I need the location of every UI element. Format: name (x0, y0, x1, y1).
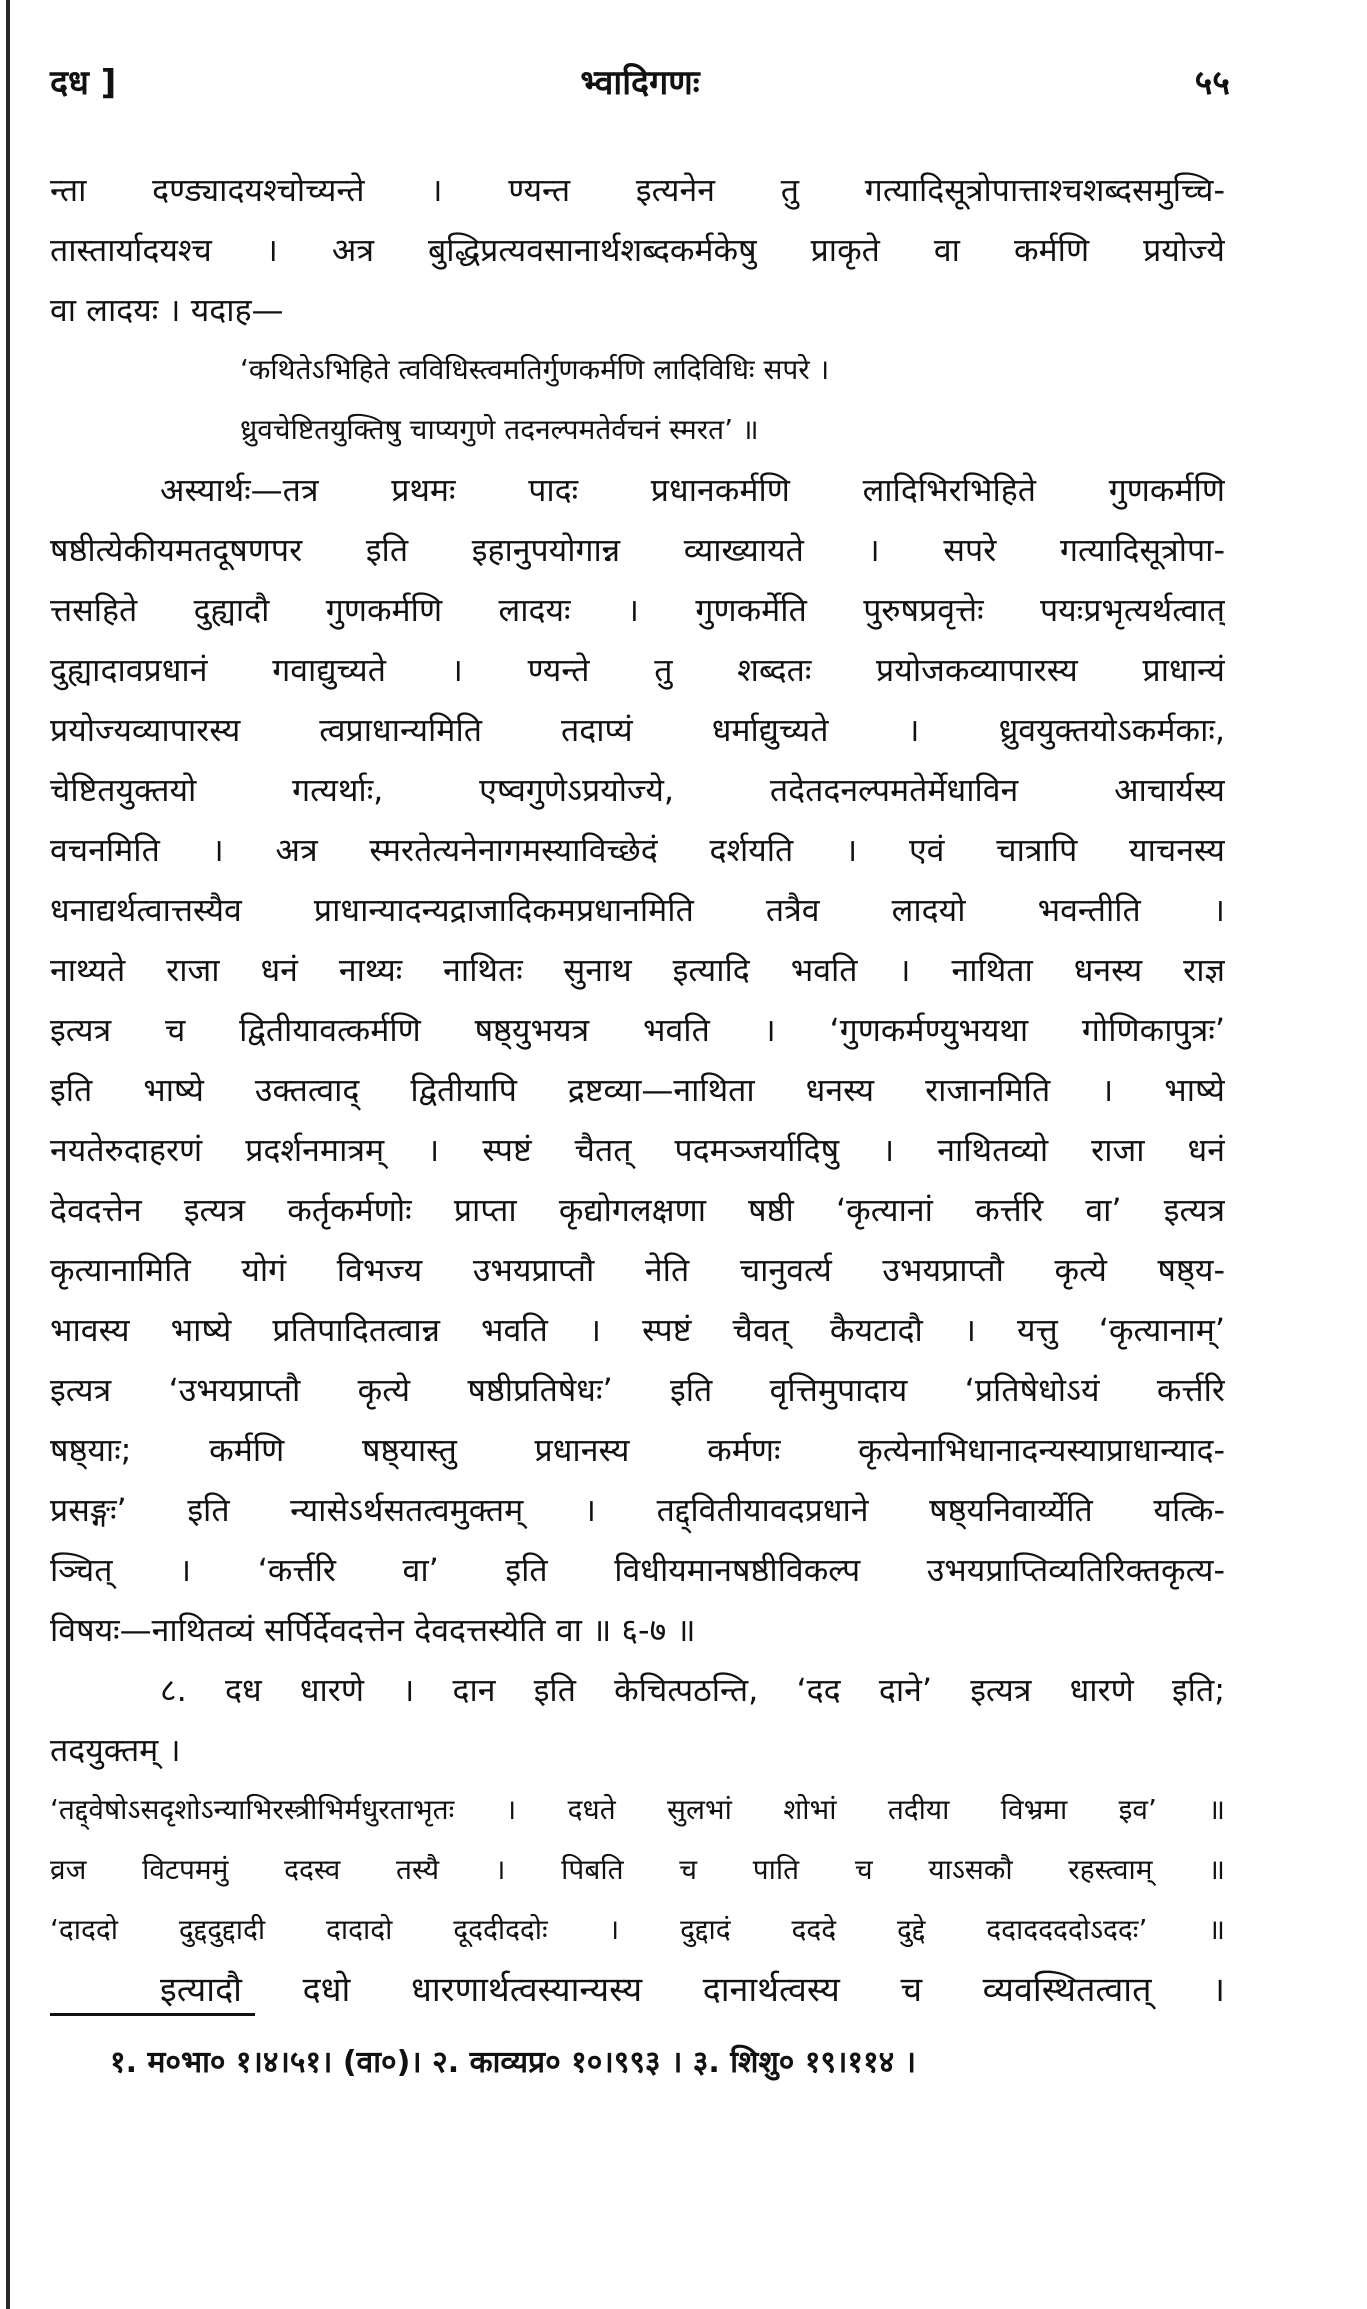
text-line: त्तसहिते दुह्यादौ गुणकर्मणि लादयः । गुणकर्मेति पुरुषप्रवृत्तेः पयःप्रभृत्यर्थत्वात् (50, 591, 1225, 629)
main-text (50, 160, 1225, 2020)
verse-line: ‘कथितेऽभिहिते त्वविधिस्त्वमतिर्गुणकर्मणि लादिविधिः सपरे । (240, 353, 830, 386)
text-line: धनाद्यर्थत्वात्तस्यैव प्राधान्यादन्यद्राजादिकमप्रधानमिति तत्रैव लादयो भवन्तीति । (50, 891, 1225, 929)
footnote: १. म०भा० १।४।५१। (वा०)। २. काव्यप्र० १०।९९३ । ३. शिशु० १९।११४ । (110, 2045, 917, 2080)
text-line: इत्यत्र ‘उभयप्राप्तौ कृत्ये षष्ठीप्रतिषेधः’ इति वृत्तिमुपादाय ‘प्रतिषेधोऽयं कर्त्तरि (50, 1371, 1225, 1409)
text-line: कृत्यानामिति योगं विभज्य उभयप्राप्तौ नेति चानुवर्त्य उभयप्राप्तौ कृत्ये षष्ठ्य- (50, 1251, 1225, 1289)
running-header (50, 58, 1230, 118)
verse-line: ध्रुवचेष्टितयुक्तिषु चाप्यगुणे तदनल्पमतेर्वचनं स्मरत’ ॥ (240, 413, 759, 446)
text-line: ८. दध धारणे । दान इति केचित्पठन्ति, ‘दद दाने’ इत्यत्र धारणे इति; (160, 1671, 1225, 1709)
text-line: दुह्यादावप्रधानं गवाद्युच्यते । ण्यन्ते तु शब्दतः प्रयोजकव्यापारस्य प्राधान्यं (50, 651, 1225, 689)
verse-line: ‘तद्द्वेषोऽसदृशोऽन्याभिरस्त्रीभिर्मधुरताभृतः । दधते सुलभां शोभां तदीया विभ्रमा इव’ ॥ (50, 1793, 1225, 1826)
text-line: तदयुक्तम् । (50, 1731, 181, 1769)
text-line: ञ्चित् । ‘कर्त्तरि वा’ इति विधीयमानषष्ठीविकल्प उभयप्राप्तिव्यतिरिक्तकृत्य- (50, 1551, 1225, 1589)
page-number: ५५ (1194, 63, 1230, 103)
text-line: तास्तार्यादयश्च । अत्र बुद्धिप्रत्यवसानार्थशब्दकर्मकेषु प्राकृते वा कर्मणि प्रयोज्ये (50, 231, 1225, 269)
footnote-rule (50, 2013, 255, 2016)
text-line: नाथ्यते राजा धनं नाथ्यः नाथितः सुनाथ इत्यादि भवति । नाथिता धनस्य राज्ञ (50, 951, 1225, 989)
text-line: देवदत्तेन इत्यत्र कर्तृकर्मणोः प्राप्ता कृद्योगलक्षणा षष्ठी ‘कृत्यानां कर्त्तरि वा’ इत्यत्र (50, 1191, 1225, 1229)
text-line: षष्ठ्याः; कर्मणि षष्ठ्यास्तु प्रधानस्य कर्मणः कृत्येनाभिधानादन्यस्याप्राधान्याद- (50, 1431, 1225, 1469)
text-line: इत्यादौ दधो धारणार्थत्वस्यान्यस्य दानार्थत्वस्य च व्यवस्थितत्वात् । (160, 1970, 1225, 2010)
text-line: इति भाष्ये उक्तत्वाद् द्वितीयापि द्रष्टव्या—नाथिता धनस्य राजानमिति । भाष्ये (50, 1071, 1225, 1109)
text-line: अस्यार्थः—तत्र प्रथमः पादः प्रधानकर्मणि लादिभिरभिहिते गुणकर्मणि (160, 471, 1225, 509)
page-edge-rule (6, 0, 10, 2309)
text-line: प्रसङ्गः’ इति न्यासेऽर्थसतत्वमुक्तम् । तद्द्वितीयावदप्रधाने षष्ठ्यनिवार्य्येति यत्कि- (50, 1491, 1225, 1529)
text-line: विषयः—नाथितव्यं सर्पिर्देवदत्तेन देवदत्तस्येति वा ॥ ६-७ ॥ (50, 1611, 696, 1649)
text-line: भावस्य भाष्ये प्रतिपादितत्वान्न भवति । स्पष्टं चैवत् कैयटादौ । यत्तु ‘कृत्यानाम्’ (50, 1311, 1225, 1349)
text-line: वा लादयः । यदाह— (50, 291, 284, 329)
text-line: प्रयोज्यव्यापारस्य त्वप्राधान्यमिति तदाप्यं धर्माद्युच्यते । ध्रुवयुक्तयोऽकर्मकाः, (50, 711, 1225, 749)
text-line: चेष्टितयुक्तयो गत्यर्थाः, एष्वगुणेऽप्रयोज्ये, तदेतदनल्पमतेर्मेधाविन आचार्यस्य (50, 771, 1225, 809)
text-line: न्ता दण्ड्यादयश्चोच्यन्ते । ण्यन्त इत्यनेन तु गत्यादिसूत्रोपात्ताश्चशब्दसमुच्चि- (50, 171, 1225, 209)
text-line: वचनमिति । अत्र स्मरतेत्यनेनागमस्याविच्छेदं दर्शयति । एवं चात्रापि याचनस्य (50, 831, 1225, 869)
text-line: नयतेरुदाहरणं प्रदर्शनमात्रम् । स्पष्टं चैतत् पदमञ्जर्यादिषु । नाथितव्यो राजा धनं (50, 1131, 1225, 1169)
header-title: भ्वादिगणः (580, 63, 700, 103)
verse-line: ‘दाददो दुद्ददुद्दादी दादादो दूददीददोः । दुद्दादं दददे दुद्दे ददाददददोऽददः’ ॥ (50, 1913, 1225, 1946)
text-line: इत्यत्र च द्वितीयावत्कर्मणि षष्ठ्युभयत्र भवति । ‘गुणकर्मण्युभयथा गोणिकापुत्रः’ (50, 1011, 1225, 1049)
header-left-text: दध ] (50, 63, 117, 103)
text-line: षष्ठीत्येकीयमतदूषणपर इति इहानुपयोगान्न व्याख्यायते । सपरे गत्यादिसूत्रोपा- (50, 531, 1225, 569)
verse-line: व्रज विटपममुं ददस्व तस्यै । पिबति च पाति च याऽसकौ रहस्त्वाम् ॥ (50, 1853, 1225, 1886)
